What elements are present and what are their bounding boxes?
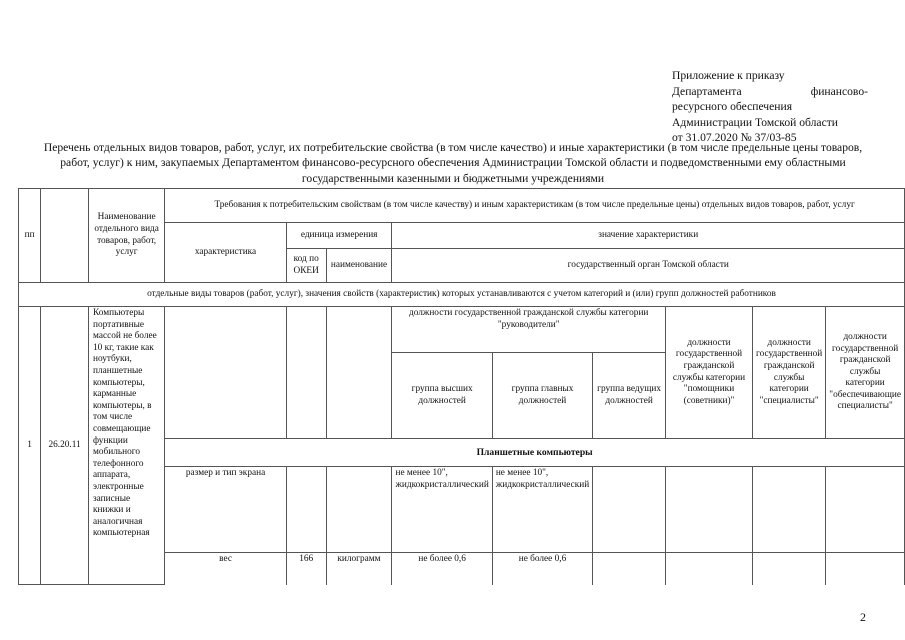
empty-cell [593,467,666,553]
unit-cell [326,467,392,553]
empty-cell [665,553,752,585]
header-value: значение характеристики [392,223,905,249]
empty-cell [753,553,826,585]
appendix-line: ресурсного обеспечения [672,100,793,114]
okei-cell [286,467,326,553]
empty-cell [326,307,392,439]
group-main: группа главных должностей [492,353,592,439]
unit-cell: килограмм [326,553,392,585]
appendix-word: финансово- [810,84,868,98]
item-name: Компьютеры портативные массой не более 10 кг, такие как ноутбуки, планшетные компьютеры, карманные компьютеры, в том числе совмещающие функции мобильного телефонного аппарата, электронные записные книжки и аналогичная компьютерная [89,307,165,585]
header-gov-body: государственный орган Томской области [392,249,905,283]
empty-cell [753,467,826,553]
section-row: отдельные виды товаров (работ, услуг), значения свойств (характеристик) которых устанавливаются с учетом категорий и (или) групп должностей работников [19,283,905,307]
header-pp: пп [19,189,41,283]
empty-cell [286,307,326,439]
empty-cell [593,553,666,585]
appendix-line: Приложение к приказу [672,69,785,82]
category-support: должности государственной гражданской службы категории "обеспечивающие специалисты" [826,307,905,439]
appendix-line [672,84,868,100]
header-requirements: Требования к потребительским свойствам (в том числе качеству) и иным характеристикам (в том числе предельные цены) отдельных видов товаров, работ, услуг [165,189,905,223]
header-okei: код по ОКЕИ [286,249,326,283]
characteristic-cell: размер и тип экрана [165,467,287,553]
empty-cell [165,307,287,439]
appendix-word: Департамента [672,84,742,98]
appendix-line: от 31.07.2020 № 37/03-85 [672,131,797,145]
category-leaders: должности государственной гражданской службы категории "руководители" [392,307,666,353]
page-number: 2 [860,610,866,624]
header-code [41,189,89,283]
okpd-code: 26.20.11 [41,307,89,585]
appendix-block [672,68,868,146]
category-assistants: должности государственной гражданской службы категории "помощники (советники)" [665,307,752,439]
group-highest: группа высших должностей [392,353,492,439]
value-main: не более 0,6 [492,553,592,585]
row-number: 1 [19,307,41,585]
value-highest: не менее 10", жидкокристаллический [392,467,492,553]
header-name: Наименование отдельного вида товаров, работ, услуг [89,189,165,283]
header-unit: единица измерения [286,223,392,249]
empty-cell [665,467,752,553]
value-highest: не более 0,6 [392,553,492,585]
subsection-tablets: Планшетные компьютеры [165,439,905,467]
okei-cell: 166 [286,553,326,585]
requirements-table [18,188,905,585]
group-leading: группа ведущих должностей [593,353,666,439]
characteristic-cell: вес [165,553,287,585]
header-unit-name: наименование [326,249,392,283]
value-main: не менее 10", жидкокристаллический [492,467,592,553]
empty-cell [826,467,905,553]
document-title: Перечень отдельных видов товаров, работ, услуг, их потребительские свойства (в том числе качество) и иные характеристики (в том числе предельные цены товаров, работ, услуг) к ним, закупаемых Департаментом финансово-ресурсного обеспечения Администрации Томской области и подведомственными ему областными государственными казенными и бюджетными учреждениями [43,141,863,185]
appendix-line: Администрации Томской области [672,115,838,129]
header-characteristic: характеристика [165,223,287,283]
category-specialists: должности государственной гражданской службы категории "специалисты" [753,307,826,439]
empty-cell [826,553,905,585]
